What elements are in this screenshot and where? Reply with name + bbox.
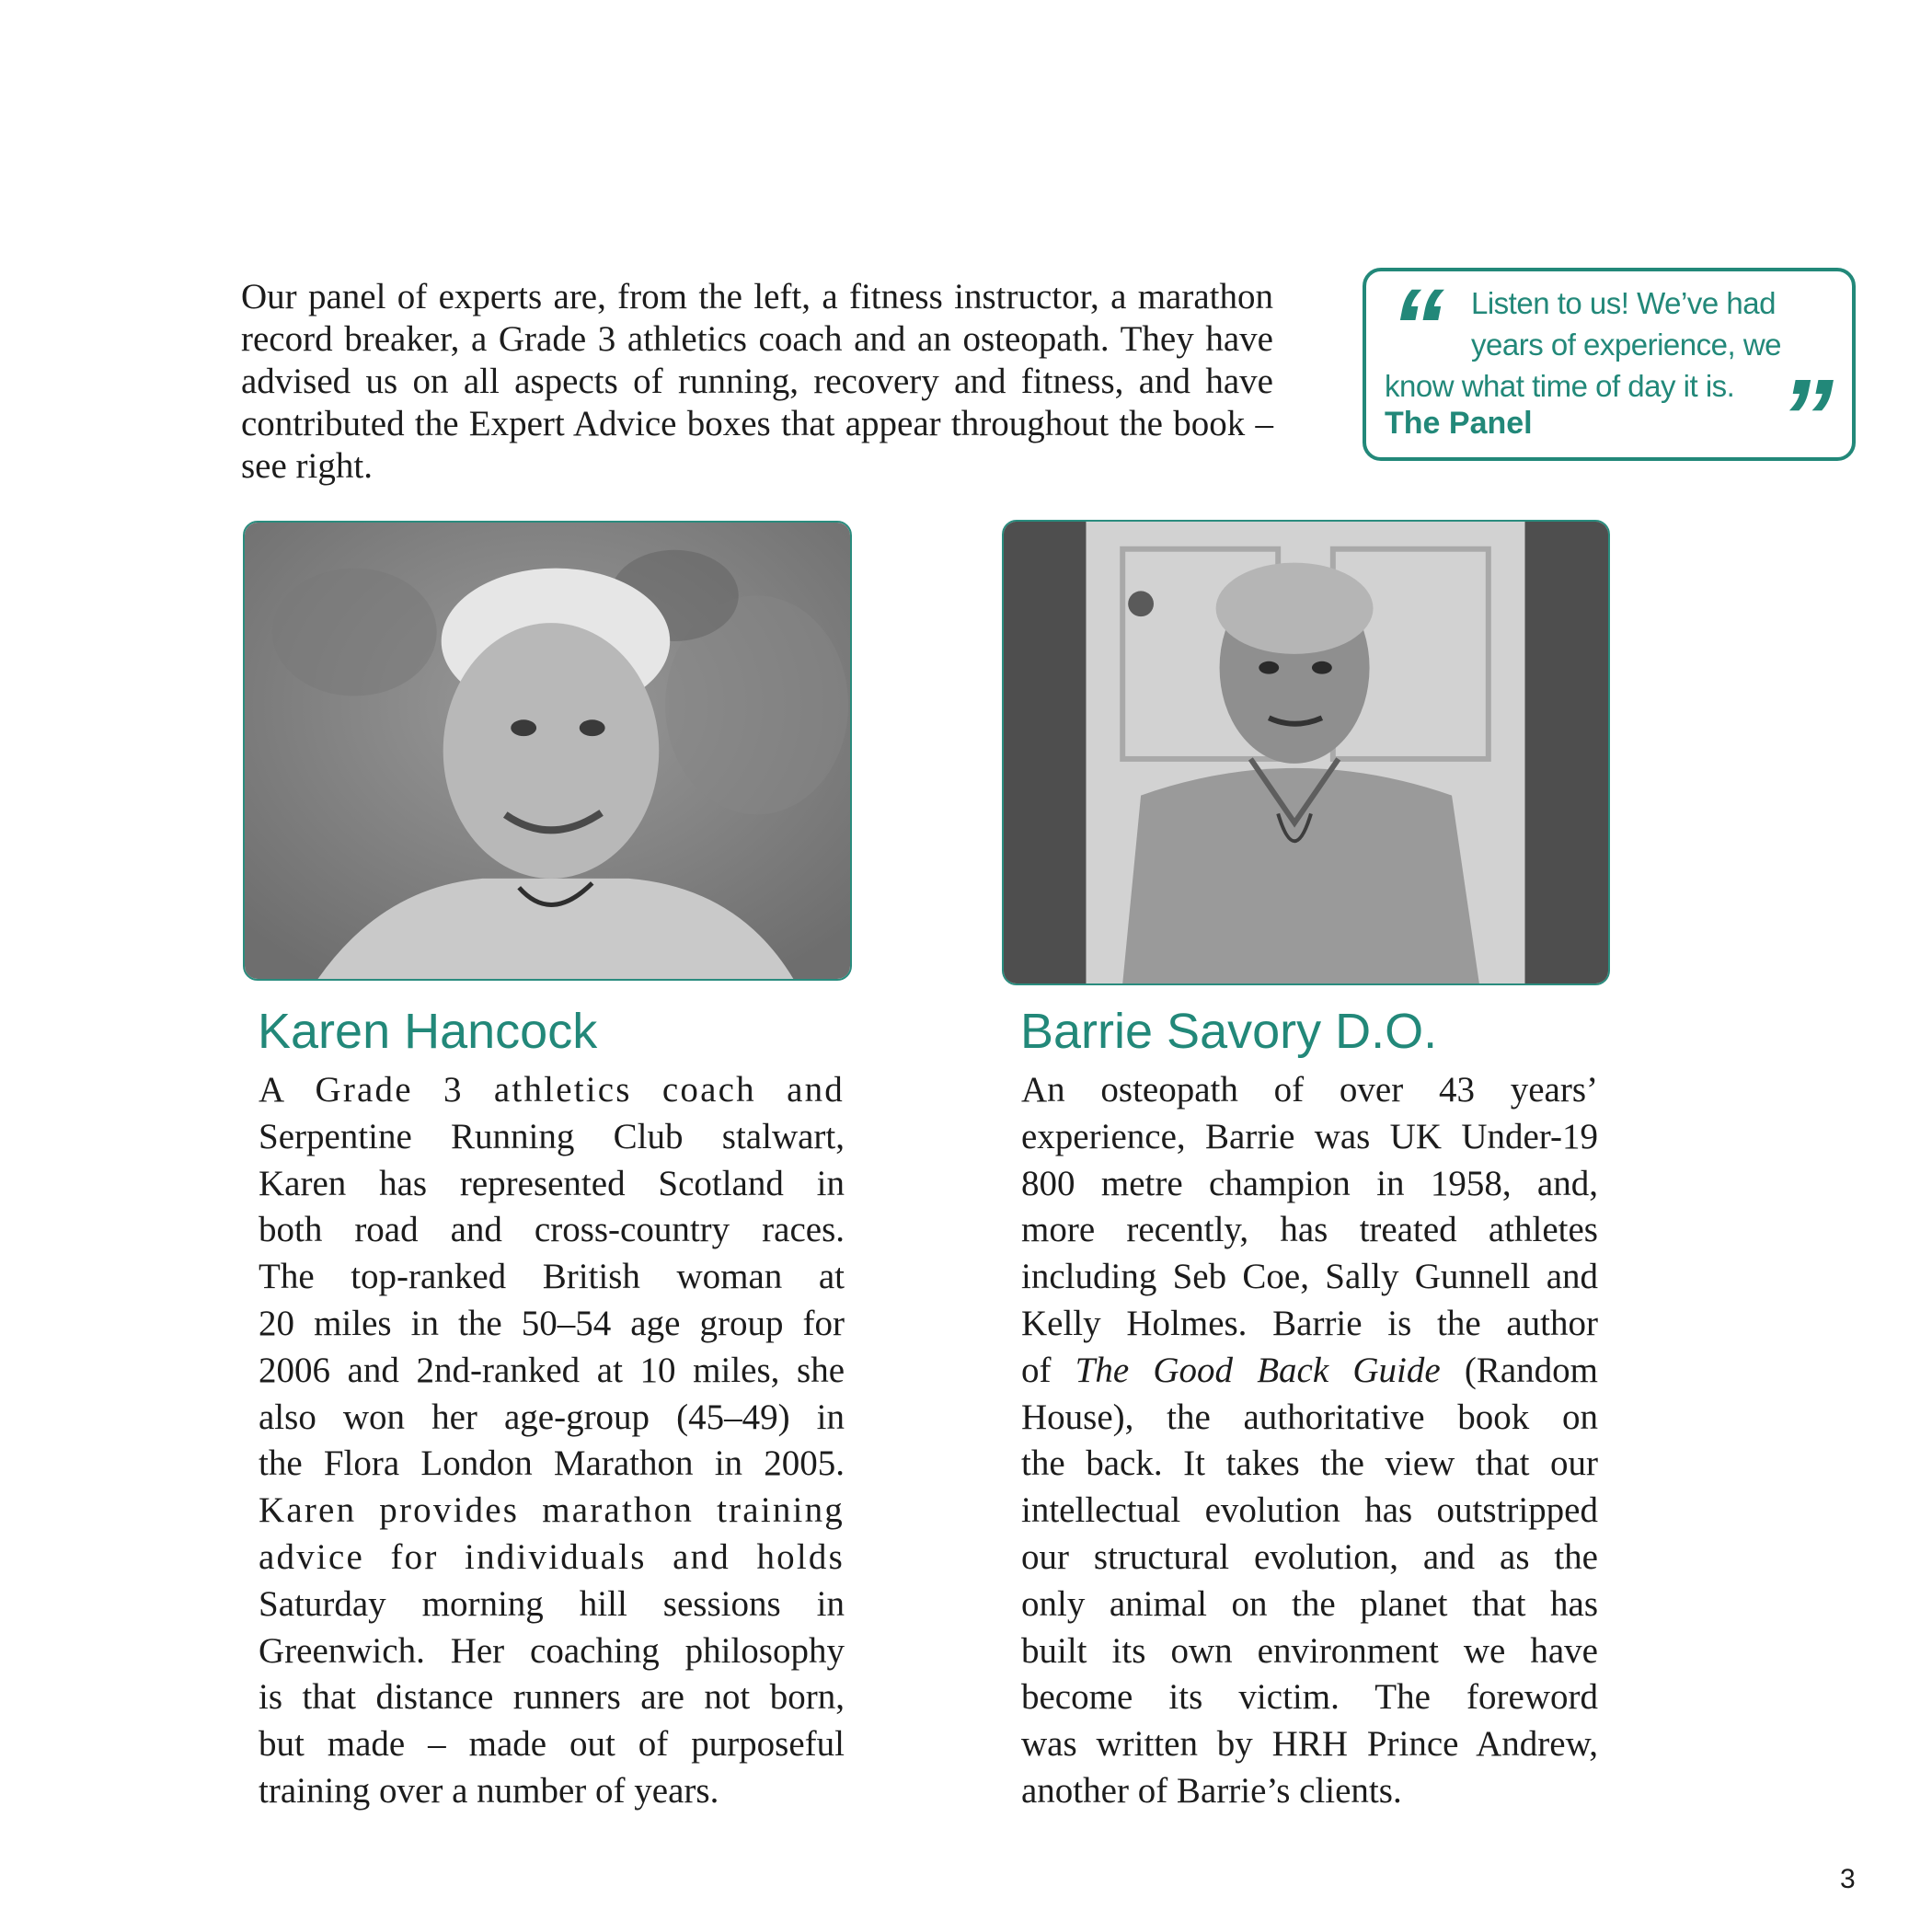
bio-line: Kelly Holmes. Barrie is the author — [1021, 1303, 1598, 1343]
close-quote-icon: ” — [1779, 357, 1834, 478]
bio-line: become its victim. The foreword — [1021, 1677, 1598, 1718]
karen-hancock-bio — [259, 1067, 845, 1815]
portrait-photo-woman-icon — [245, 523, 850, 979]
bio-line: Greenwich. Her coaching philosophy — [259, 1630, 845, 1671]
bio-line: advice for individuals and holds — [259, 1536, 845, 1577]
bio-line: intellectual evolution has outstripped — [1021, 1490, 1598, 1531]
bio-line: Karen has represented Scotland in — [259, 1163, 845, 1203]
quote-line: Listen to us! We’ve had — [1471, 286, 1776, 320]
quote-line: years of experience, we — [1471, 328, 1782, 362]
bio-line: An osteopath of over 43 years’ — [1021, 1070, 1598, 1110]
bio-line: both road and cross-country races. — [259, 1210, 845, 1250]
open-quote-icon: “ — [1390, 267, 1444, 388]
quote-text — [1385, 282, 1845, 407]
barrie-savory-bio — [1021, 1067, 1598, 1815]
bio-line: but made – made out of purposeful — [259, 1724, 845, 1765]
quote-author: The Panel — [1385, 406, 1533, 441]
bio-line: was written by HRH Prince Andrew, — [1021, 1724, 1598, 1765]
expert-name: Barrie Savory D.O. — [1020, 1004, 1438, 1059]
quote-line: know what time of day it is. — [1385, 369, 1735, 403]
bio-line: A Grade 3 athletics coach and — [259, 1070, 845, 1110]
bio-line: of The Good Back Guide (Random — [1021, 1350, 1598, 1390]
intro-paragraph: Our panel of experts are, from the left, a fitness instructor, a marathon record breaker, a Grade 3 athletics coach and an osteopath. They have advised us on all aspects of running, recovery and fitness, and have contributed the Expert Advice boxes that appear throughout the book – see right. — [241, 277, 1273, 486]
bio-line: Serpentine Running Club stalwart, — [259, 1116, 845, 1156]
bio-line: 2006 and 2nd-ranked at 10 miles, she — [259, 1350, 845, 1390]
bio-line: Saturday morning hill sessions in — [259, 1583, 845, 1624]
bio-line: The top-ranked British woman at — [259, 1257, 845, 1297]
bio-line: Karen provides marathon training — [259, 1490, 845, 1531]
book-title: The Good Back Guide — [1075, 1350, 1441, 1390]
bio-line: the back. It takes the view that our — [1021, 1443, 1598, 1484]
bio-line: only animal on the planet that has — [1021, 1583, 1598, 1624]
bio-line: our structural evolution, and as the — [1021, 1536, 1598, 1577]
portrait-photo-man-icon — [1004, 522, 1608, 983]
bio-line: House), the authoritative book on — [1021, 1397, 1598, 1437]
expert-name: Karen Hancock — [258, 1004, 598, 1059]
bio-line: training over a number of years. — [259, 1770, 719, 1811]
bio-line: another of Barrie’s clients. — [1021, 1770, 1402, 1811]
bio-line: is that distance runners are not born, — [259, 1677, 845, 1718]
page-number: 3 — [1840, 1864, 1856, 1894]
karen-hancock-photo — [243, 521, 852, 981]
bio-line: also won her age-group (45–49) in — [259, 1397, 845, 1437]
bio-line: the Flora London Marathon in 2005. — [259, 1443, 845, 1484]
bio-line: 20 miles in the 50–54 age group for — [259, 1303, 845, 1343]
panel-quote-box — [1363, 267, 1856, 478]
bio-line: 800 metre champion in 1958, and, — [1021, 1163, 1598, 1203]
bio-line: experience, Barrie was UK Under-19 — [1021, 1116, 1598, 1156]
barrie-savory-photo — [1002, 520, 1610, 985]
bio-line: built its own environment we have — [1021, 1630, 1598, 1671]
bio-line: more recently, has treated athletes — [1021, 1210, 1598, 1250]
bio-line: including Seb Coe, Sally Gunnell and — [1021, 1257, 1598, 1297]
